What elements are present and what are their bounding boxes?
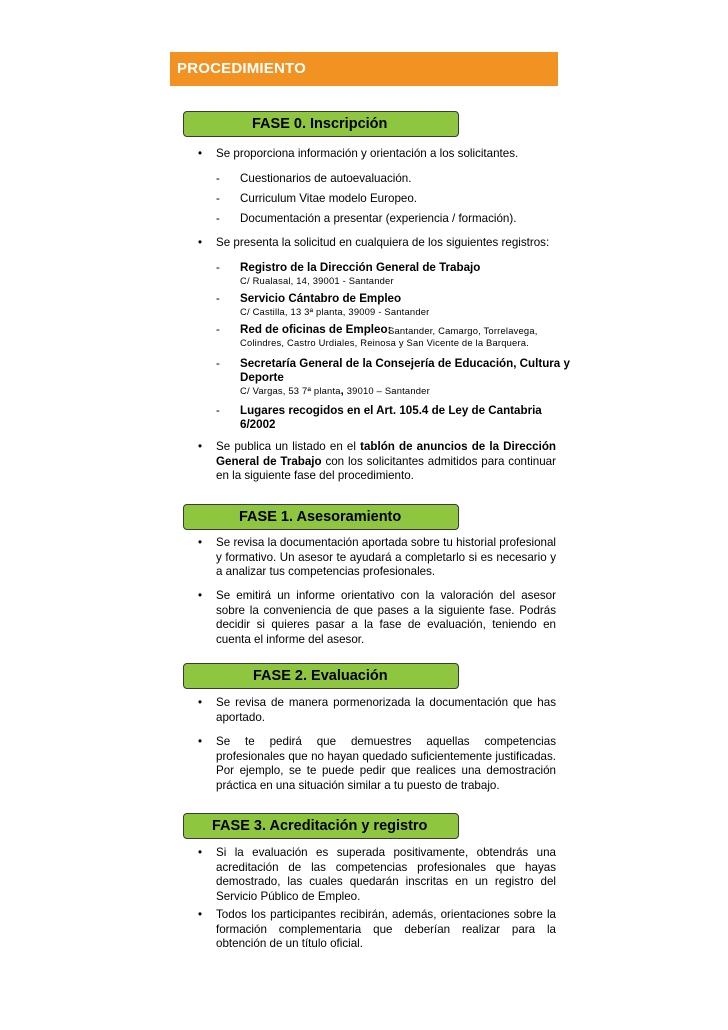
phase0-item-2: Curriculum Vitae modelo Europeo. [240,192,418,205]
dash-marker: - [216,193,220,205]
phase-2-title: FASE 2. Evaluación [253,668,388,684]
dash-marker: - [216,173,220,185]
bullet-marker: • [198,909,203,921]
phase-1-box [183,504,459,530]
registry-4-address [240,385,430,397]
phase0-item-1: Cuestionarios de autoevaluación. [240,172,412,185]
phase-0-title: FASE 0. Inscripción [252,116,388,132]
registry-4-name-1: Secretaría General de la Consejería de Educación, Cultura y [240,357,570,370]
registry-1-address: C/ Rualasal, 14, 39001 - Santander [240,275,394,286]
phase0-bullet-2: Se presenta la solicitud en cualquiera de los siguientes registros: [216,236,550,249]
bullet-marker: • [198,736,203,748]
phase-2-box [183,663,459,689]
registry-4-address-street: C/ Vargas, 53 7ª planta [240,385,341,396]
dash-marker: - [216,324,220,336]
phase3-bullet-2: Todos los participantes recibirán, además, orientaciones sobre la formación complementaria que deberían realizar para la obtención de un título oficial. [216,908,556,950]
bullet-marker: • [198,237,203,249]
phase0-bullet-3-tail: con los solicitantes admitidos para continuar en la siguiente fase del procedimiento. [216,454,556,482]
dash-marker: - [216,213,220,225]
registry-4-address-city: 39010 – Santander [343,385,430,396]
phase-0-box [183,111,459,137]
dash-marker: - [216,405,220,417]
phase0-bullet-3-bold: tablón de anuncios de la Dirección General de Trabajo [216,440,556,468]
registry-3-name: Red de oficinas de Empleo: [240,323,392,336]
bullet-marker: • [198,537,203,549]
bullet-marker: • [198,148,203,160]
registry-5-name-1: Lugares recogidos en el Art. 105.4 de Ley de Cantabria [240,404,542,417]
registry-5-name-2: 6/2002 [240,418,276,431]
registry-2-address: C/ Castilla, 13 3ª planta, 39009 - Santander [240,306,430,317]
phase3-bullet-1: Si la evaluación es superada positivamente, obtendrás una acreditación de las competencias profesionales que hayas demostrado, las cuales quedarán inscritas en un registro del Servicio Público de Empleo. [216,846,556,903]
dash-marker: - [216,358,220,370]
dash-marker: - [216,293,220,305]
bullet-marker: • [198,847,203,859]
phase0-bullet-3-text: Se publica un listado en el [216,440,361,453]
bullet-marker: • [198,441,203,453]
phase0-bullet-3 [216,440,556,484]
bullet-marker: • [198,590,203,602]
phase1-bullet-2: Se emitirá un informe orientativo con la valoración del asesor sobre la conveniencia de que pases a la siguiente fase. Podrás decidir si quieres pasar a la fase de evaluación, teniendo en cuenta el informe del asesor. [216,589,556,646]
phase-3-title: FASE 3. Acreditación y registro [212,818,428,834]
phase2-bullet-2: Se te pedirá que demuestres aquellas competencias profesionales que no hayan quedado suficientemente justificadas. Por ejemplo, se te puede pedir que realices una demostración práctica en una situación similar a tu puesto de trabajo. [216,735,556,792]
phase2-bullet-1: Se revisa de manera pormenorizada la documentación que has aportado. [216,696,556,724]
phase0-bullet-1: Se proporciona información y orientación a los solicitantes. [216,147,519,160]
registry-4-address-comma: , [340,385,344,397]
phase0-item-3: Documentación a presentar (experiencia / formación). [240,212,517,225]
registry-4-name-2: Deporte [240,371,284,384]
phase-3-box [183,813,459,839]
section-header [170,52,558,86]
registry-3-address-1: Santander, Camargo, Torrelavega, [388,325,538,336]
registry-1-name: Registro de la Dirección General de Trabajo [240,261,481,274]
section-title: PROCEDIMIENTO [177,60,307,77]
bullet-marker: • [198,697,203,709]
phase1-bullet-1: Se revisa la documentación aportada sobre tu historial profesional y formativo. Un asesor te ayudará a completarlo si es necesario y a analizar tus competencias profesionales. [216,536,556,578]
phase-1-title: FASE 1. Asesoramiento [239,509,402,525]
registry-3-address-2: Colindres, Castro Urdiales, Reinosa y San Vicente de la Barquera. [240,337,530,348]
dash-marker: - [216,262,220,274]
registry-2-name: Servicio Cántabro de Empleo [240,292,402,305]
